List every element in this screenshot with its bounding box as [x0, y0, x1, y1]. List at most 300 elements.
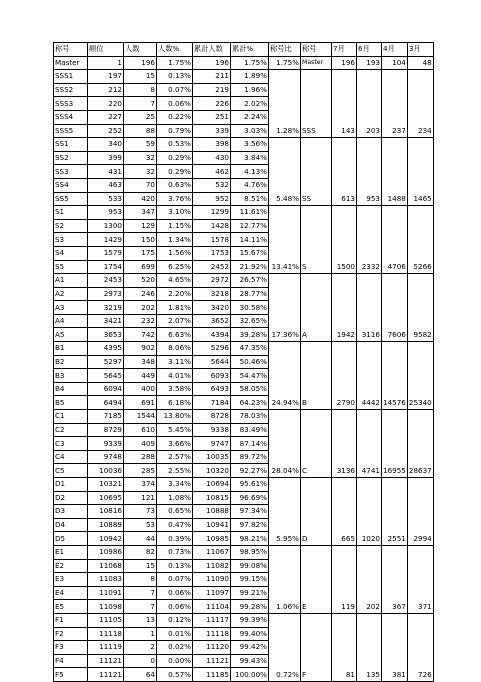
cell-title: E4: [54, 586, 88, 600]
cell-count-pct: 0.29%: [157, 151, 193, 165]
table-row: [54, 613, 434, 627]
rank-distribution-table: [53, 42, 434, 682]
cell-march: 28637: [407, 410, 433, 478]
header-count-pct: 人数%: [157, 43, 193, 57]
cell-cumulative-count: 9747: [193, 437, 231, 451]
cell-title: SSS3: [54, 97, 88, 111]
cell-cumulative-count: 1299: [193, 206, 231, 220]
cell-title: B5: [54, 396, 88, 410]
cell-july: 81: [332, 613, 357, 681]
cell-count: 374: [124, 478, 157, 492]
cell-rank: 1579: [88, 246, 124, 260]
header-march: 3月: [407, 43, 433, 57]
cell-cumulative-count: 430: [193, 151, 231, 165]
cell-title-ratio: 1.28%: [269, 70, 301, 138]
cell-title: A1: [54, 274, 88, 288]
cell-rank: 10321: [88, 478, 124, 492]
cell-title: SS3: [54, 165, 88, 179]
cell-count-pct: 6.25%: [157, 260, 193, 274]
cell-rank: 11091: [88, 586, 124, 600]
cell-june: 4442: [357, 342, 382, 410]
cell-july: 2790: [332, 342, 357, 410]
cell-cumulative-count: 219: [193, 83, 231, 97]
cell-rank: 533: [88, 192, 124, 206]
cell-title: C5: [54, 464, 88, 478]
cell-title: C1: [54, 410, 88, 424]
cell-count-pct: 0.02%: [157, 641, 193, 655]
cell-march: 2994: [407, 478, 433, 546]
cell-title: B2: [54, 355, 88, 369]
cell-cumulative-count: 11067: [193, 545, 231, 559]
cell-cumulative-count: 11082: [193, 559, 231, 573]
cell-title: S4: [54, 246, 88, 260]
cell-march: 25340: [407, 342, 433, 410]
cell-june: 202: [357, 545, 382, 613]
cell-count: 699: [124, 260, 157, 274]
cell-cumulative-pct: 64.23%: [231, 396, 269, 410]
cell-cumulative-count: 462: [193, 165, 231, 179]
cell-cumulative-pct: 83.49%: [231, 423, 269, 437]
cell-count-pct: 6.63%: [157, 328, 193, 342]
cell-count-pct: 6.18%: [157, 396, 193, 410]
cell-count: 25: [124, 110, 157, 124]
cell-count-pct: 0.07%: [157, 83, 193, 97]
cell-rank: 2973: [88, 287, 124, 301]
table-row: [54, 206, 434, 220]
cell-title-ratio: 1.06%: [269, 545, 301, 613]
cell-count: 7: [124, 586, 157, 600]
cell-count: 129: [124, 219, 157, 233]
cell-count-pct: 1.34%: [157, 233, 193, 247]
cell-rank: 11068: [88, 559, 124, 573]
cell-cumulative-pct: 100.00%: [231, 668, 269, 682]
header-row: [54, 43, 434, 57]
cell-rank: 212: [88, 83, 124, 97]
cell-rank: 1754: [88, 260, 124, 274]
cell-count-pct: 1.56%: [157, 246, 193, 260]
cell-count-pct: 0.53%: [157, 138, 193, 152]
cell-title-ratio: 24.94%: [269, 342, 301, 410]
cell-rank: 10986: [88, 545, 124, 559]
cell-april: 2551: [382, 478, 408, 546]
cell-rank: 11105: [88, 613, 124, 627]
cell-cumulative-pct: 50.46%: [231, 355, 269, 369]
header-cumulative-pct: 累計%: [231, 43, 269, 57]
cell-cumulative-pct: 54.47%: [231, 369, 269, 383]
cell-count-pct: 13.80%: [157, 410, 193, 424]
cell-cumulative-pct: 1.96%: [231, 83, 269, 97]
cell-title: D3: [54, 505, 88, 519]
cell-rank: 11121: [88, 668, 124, 682]
cell-count: 202: [124, 301, 157, 315]
cell-title: D2: [54, 491, 88, 505]
cell-cumulative-count: 1753: [193, 246, 231, 260]
cell-count-pct: 0.01%: [157, 627, 193, 641]
cell-july: 1942: [332, 274, 357, 342]
cell-rank: 197: [88, 70, 124, 84]
cell-march: 48: [407, 56, 433, 70]
cell-title: D5: [54, 532, 88, 546]
cell-cumulative-pct: 2.24%: [231, 110, 269, 124]
cell-count-pct: 5.45%: [157, 423, 193, 437]
cell-april: 16955: [382, 410, 408, 478]
cell-cumulative-pct: 87.14%: [231, 437, 269, 451]
cell-count-pct: 0.06%: [157, 600, 193, 614]
cell-cumulative-pct: 4.13%: [231, 165, 269, 179]
cell-cumulative-pct: 99.40%: [231, 627, 269, 641]
cell-cumulative-count: 1578: [193, 233, 231, 247]
cell-title: F1: [54, 613, 88, 627]
cell-april: 104: [382, 56, 408, 70]
cell-count-pct: 0.00%: [157, 654, 193, 668]
cell-rank: 10036: [88, 464, 124, 478]
cell-title: Master: [54, 56, 88, 70]
cell-cumulative-pct: 32.65%: [231, 314, 269, 328]
cell-count-pct: 0.57%: [157, 668, 193, 682]
cell-count: 347: [124, 206, 157, 220]
cell-cumulative-pct: 47.35%: [231, 342, 269, 356]
cell-cumulative-pct: 98.21%: [231, 532, 269, 546]
cell-cumulative-pct: 15.67%: [231, 246, 269, 260]
table-row: [54, 342, 434, 356]
cell-cumulative-pct: 58.05%: [231, 382, 269, 396]
cell-group-title: F: [301, 613, 332, 681]
cell-count-pct: 0.73%: [157, 545, 193, 559]
cell-cumulative-count: 211: [193, 70, 231, 84]
header-june: 6月: [357, 43, 382, 57]
cell-group-title: C: [301, 410, 332, 478]
cell-cumulative-pct: 99.28%: [231, 600, 269, 614]
cell-rank: 6494: [88, 396, 124, 410]
cell-count-pct: 3.76%: [157, 192, 193, 206]
cell-july: 3136: [332, 410, 357, 478]
cell-cumulative-count: 952: [193, 192, 231, 206]
cell-cumulative-count: 196: [193, 56, 231, 70]
cell-rank: 10942: [88, 532, 124, 546]
cell-group-title: Master: [301, 56, 332, 70]
cell-rank: 340: [88, 138, 124, 152]
cell-count: 288: [124, 450, 157, 464]
cell-rank: 252: [88, 124, 124, 138]
cell-march: 726: [407, 613, 433, 681]
cell-count-pct: 0.06%: [157, 586, 193, 600]
cell-count: 196: [124, 56, 157, 70]
cell-count-pct: 3.66%: [157, 437, 193, 451]
cell-rank: 4395: [88, 342, 124, 356]
cell-march: 5266: [407, 206, 433, 274]
cell-cumulative-count: 11090: [193, 573, 231, 587]
cell-april: 237: [382, 70, 408, 138]
cell-title: D1: [54, 478, 88, 492]
cell-cumulative-pct: 99.43%: [231, 654, 269, 668]
cell-july: 143: [332, 70, 357, 138]
cell-count: 70: [124, 178, 157, 192]
cell-count: 246: [124, 287, 157, 301]
cell-count: 53: [124, 518, 157, 532]
cell-july: 665: [332, 478, 357, 546]
cell-title: SSS2: [54, 83, 88, 97]
cell-june: 1020: [357, 478, 382, 546]
cell-count: 7: [124, 97, 157, 111]
cell-count-pct: 0.22%: [157, 110, 193, 124]
cell-cumulative-pct: 8.51%: [231, 192, 269, 206]
cell-count-pct: 2.20%: [157, 287, 193, 301]
cell-count: 449: [124, 369, 157, 383]
cell-title: F2: [54, 627, 88, 641]
cell-cumulative-pct: 14.11%: [231, 233, 269, 247]
cell-count-pct: 0.63%: [157, 178, 193, 192]
cell-march: 234: [407, 70, 433, 138]
cell-title-ratio: 28.04%: [269, 410, 301, 478]
cell-rank: 11119: [88, 641, 124, 655]
cell-count-pct: 0.12%: [157, 613, 193, 627]
header-title: 称号: [54, 43, 88, 57]
cell-rank: 5645: [88, 369, 124, 383]
cell-group-title: S: [301, 206, 332, 274]
cell-count-pct: 2.55%: [157, 464, 193, 478]
table-row: [54, 138, 434, 152]
cell-rank: 1: [88, 56, 124, 70]
cell-count: 32: [124, 151, 157, 165]
cell-cumulative-count: 8728: [193, 410, 231, 424]
cell-cumulative-count: 11121: [193, 654, 231, 668]
table-row: [54, 70, 434, 84]
cell-title: S1: [54, 206, 88, 220]
cell-count: 150: [124, 233, 157, 247]
header-title-ratio: 称号比: [269, 43, 301, 57]
cell-title-ratio: 5.48%: [269, 138, 301, 206]
cell-count: 400: [124, 382, 157, 396]
table-row: [54, 545, 434, 559]
cell-count-pct: 1.15%: [157, 219, 193, 233]
cell-june: 953: [357, 138, 382, 206]
cell-cumulative-count: 10941: [193, 518, 231, 532]
cell-count: 7: [124, 600, 157, 614]
cell-rank: 7185: [88, 410, 124, 424]
cell-group-title: B: [301, 342, 332, 410]
cell-count: 73: [124, 505, 157, 519]
cell-count-pct: 3.11%: [157, 355, 193, 369]
cell-title: E2: [54, 559, 88, 573]
cell-cumulative-pct: 99.39%: [231, 613, 269, 627]
cell-rank: 11121: [88, 654, 124, 668]
cell-count: 59: [124, 138, 157, 152]
cell-count-pct: 2.57%: [157, 450, 193, 464]
cell-rank: 3219: [88, 301, 124, 315]
cell-group-title: D: [301, 478, 332, 546]
cell-group-title: A: [301, 274, 332, 342]
cell-count: 610: [124, 423, 157, 437]
cell-count-pct: 1.08%: [157, 491, 193, 505]
cell-cumulative-pct: 98.95%: [231, 545, 269, 559]
cell-cumulative-pct: 3.03%: [231, 124, 269, 138]
cell-count: 13: [124, 613, 157, 627]
cell-title: A5: [54, 328, 88, 342]
cell-cumulative-count: 3652: [193, 314, 231, 328]
cell-cumulative-pct: 4.76%: [231, 178, 269, 192]
table-body: [54, 56, 434, 681]
cell-april: 1488: [382, 138, 408, 206]
cell-title: C3: [54, 437, 88, 451]
cell-july: 1500: [332, 206, 357, 274]
cell-cumulative-count: 4394: [193, 328, 231, 342]
cell-count: 15: [124, 559, 157, 573]
cell-count-pct: 0.07%: [157, 573, 193, 587]
cell-count-pct: 0.06%: [157, 97, 193, 111]
cell-cumulative-pct: 1.89%: [231, 70, 269, 84]
cell-cumulative-pct: 95.61%: [231, 478, 269, 492]
cell-title-ratio: 17.36%: [269, 274, 301, 342]
cell-july: 119: [332, 545, 357, 613]
cell-title: B3: [54, 369, 88, 383]
cell-cumulative-count: 11097: [193, 586, 231, 600]
cell-group-title: E: [301, 545, 332, 613]
cell-title: B1: [54, 342, 88, 356]
cell-title: B4: [54, 382, 88, 396]
cell-march: 9582: [407, 274, 433, 342]
cell-cumulative-count: 2972: [193, 274, 231, 288]
cell-rank: 3421: [88, 314, 124, 328]
cell-rank: 11118: [88, 627, 124, 641]
cell-title: A4: [54, 314, 88, 328]
cell-cumulative-count: 9338: [193, 423, 231, 437]
cell-group-title: SSS: [301, 70, 332, 138]
cell-rank: 2453: [88, 274, 124, 288]
cell-cumulative-pct: 96.69%: [231, 491, 269, 505]
cell-count: 409: [124, 437, 157, 451]
cell-count-pct: 0.47%: [157, 518, 193, 532]
cell-count-pct: 1.81%: [157, 301, 193, 315]
cell-cumulative-pct: 99.42%: [231, 641, 269, 655]
cell-count: 44: [124, 532, 157, 546]
cell-april: 14576: [382, 342, 408, 410]
cell-cumulative-pct: 92.27%: [231, 464, 269, 478]
cell-title: SSS5: [54, 124, 88, 138]
cell-june: 135: [357, 613, 382, 681]
cell-rank: 3653: [88, 328, 124, 342]
cell-cumulative-count: 7184: [193, 396, 231, 410]
cell-count: 0: [124, 654, 157, 668]
cell-cumulative-count: 532: [193, 178, 231, 192]
cell-april: 4706: [382, 206, 408, 274]
cell-march: 371: [407, 545, 433, 613]
cell-cumulative-count: 11104: [193, 600, 231, 614]
cell-count: 285: [124, 464, 157, 478]
cell-count-pct: 0.29%: [157, 165, 193, 179]
cell-title: A3: [54, 301, 88, 315]
cell-count: 88: [124, 124, 157, 138]
cell-title: SS1: [54, 138, 88, 152]
cell-cumulative-count: 6493: [193, 382, 231, 396]
cell-count: 8: [124, 83, 157, 97]
cell-rank: 953: [88, 206, 124, 220]
cell-june: 4741: [357, 410, 382, 478]
header-count: 人数: [124, 43, 157, 57]
cell-count: 742: [124, 328, 157, 342]
header-rank: 順位: [88, 43, 124, 57]
cell-july: 196: [332, 56, 357, 70]
cell-count-pct: 4.01%: [157, 369, 193, 383]
cell-cumulative-pct: 28.77%: [231, 287, 269, 301]
cell-title: SS5: [54, 192, 88, 206]
cell-count: 8: [124, 573, 157, 587]
cell-cumulative-pct: 26.57%: [231, 274, 269, 288]
cell-rank: 227: [88, 110, 124, 124]
cell-count-pct: 3.10%: [157, 206, 193, 220]
cell-cumulative-count: 11118: [193, 627, 231, 641]
cell-title: F3: [54, 641, 88, 655]
cell-count-pct: 0.13%: [157, 70, 193, 84]
cell-title: C2: [54, 423, 88, 437]
table-row: [54, 478, 434, 492]
cell-cumulative-count: 5644: [193, 355, 231, 369]
table-row: [54, 274, 434, 288]
cell-cumulative-count: 11120: [193, 641, 231, 655]
cell-cumulative-pct: 12.77%: [231, 219, 269, 233]
cell-cumulative-pct: 89.72%: [231, 450, 269, 464]
cell-rank: 8729: [88, 423, 124, 437]
cell-july: 613: [332, 138, 357, 206]
cell-count: 1544: [124, 410, 157, 424]
cell-title: D4: [54, 518, 88, 532]
cell-cumulative-count: 3420: [193, 301, 231, 315]
cell-cumulative-pct: 21.92%: [231, 260, 269, 274]
cell-count: 175: [124, 246, 157, 260]
cell-cumulative-count: 10035: [193, 450, 231, 464]
cell-june: 193: [357, 56, 382, 70]
cell-cumulative-count: 11185: [193, 668, 231, 682]
cell-count-pct: 3.58%: [157, 382, 193, 396]
cell-count-pct: 1.75%: [157, 56, 193, 70]
cell-cumulative-count: 3218: [193, 287, 231, 301]
cell-title: F4: [54, 654, 88, 668]
cell-cumulative-pct: 3.84%: [231, 151, 269, 165]
cell-cumulative-count: 398: [193, 138, 231, 152]
cell-group-title: SS: [301, 138, 332, 206]
cell-count-pct: 0.39%: [157, 532, 193, 546]
cell-cumulative-pct: 97.34%: [231, 505, 269, 519]
cell-count-pct: 3.34%: [157, 478, 193, 492]
cell-title-ratio: 13.41%: [269, 206, 301, 274]
cell-title: SSS1: [54, 70, 88, 84]
cell-title: SSS4: [54, 110, 88, 124]
cell-cumulative-pct: 11.61%: [231, 206, 269, 220]
cell-count: 15: [124, 70, 157, 84]
cell-title: S2: [54, 219, 88, 233]
cell-count-pct: 0.79%: [157, 124, 193, 138]
table-row: [54, 410, 434, 424]
cell-cumulative-count: 10985: [193, 532, 231, 546]
cell-june: 2332: [357, 206, 382, 274]
cell-title: SS4: [54, 178, 88, 192]
cell-cumulative-count: 10694: [193, 478, 231, 492]
cell-cumulative-count: 2452: [193, 260, 231, 274]
cell-march: 1465: [407, 138, 433, 206]
cell-cumulative-pct: 78.03%: [231, 410, 269, 424]
cell-count: 32: [124, 165, 157, 179]
cell-rank: 11098: [88, 600, 124, 614]
cell-june: 203: [357, 70, 382, 138]
cell-title: C4: [54, 450, 88, 464]
cell-rank: 10816: [88, 505, 124, 519]
cell-cumulative-pct: 3.56%: [231, 138, 269, 152]
cell-rank: 10695: [88, 491, 124, 505]
cell-cumulative-pct: 99.21%: [231, 586, 269, 600]
cell-cumulative-pct: 2.02%: [231, 97, 269, 111]
header-july: 7月: [332, 43, 357, 57]
cell-rank: 463: [88, 178, 124, 192]
cell-count: 232: [124, 314, 157, 328]
